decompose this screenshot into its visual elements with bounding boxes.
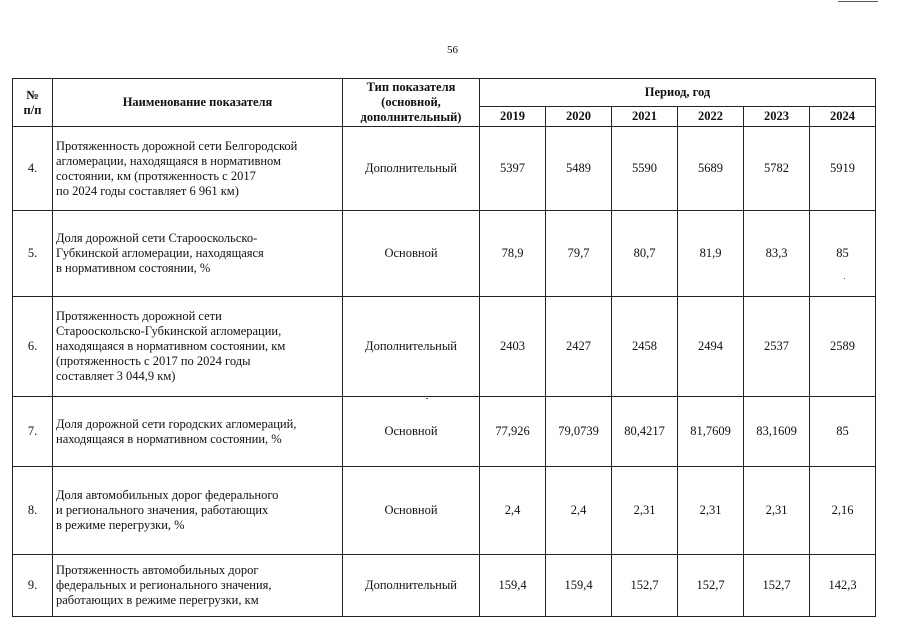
value-cell: 2,4 (480, 467, 546, 555)
indicator-type: Дополнительный (343, 555, 480, 617)
scan-speck (426, 398, 428, 399)
row-number: 8. (13, 467, 53, 555)
value-cell: 5689 (678, 127, 744, 211)
indicator-type: Основной (343, 467, 480, 555)
value-cell: 2494 (678, 297, 744, 397)
indicator-type: Основной (343, 211, 480, 297)
value-cell: 79,0739 (546, 397, 612, 467)
value-cell: 2589 (810, 297, 876, 397)
value-cell: 78,9 (480, 211, 546, 297)
value-cell: 83,1609 (744, 397, 810, 467)
value-cell: 2,31 (678, 467, 744, 555)
table-header (13, 79, 876, 127)
header-num: № п/п (13, 79, 53, 127)
row-number: 4. (13, 127, 53, 211)
indicator-name: Протяженность автомобильных дорог федеральных и регионального значения, работающих в режиме перегрузки, км (53, 555, 343, 617)
value-cell: 2458 (612, 297, 678, 397)
value-cell: 2403 (480, 297, 546, 397)
header-name: Наименование показателя (53, 79, 343, 127)
value-cell: 159,4 (546, 555, 612, 617)
table-row (13, 467, 876, 555)
value-cell: 77,926 (480, 397, 546, 467)
value-cell: 2537 (744, 297, 810, 397)
value-cell: 152,7 (612, 555, 678, 617)
row-number: 9. (13, 555, 53, 617)
table-body (13, 127, 876, 617)
header-period: Период, год (480, 79, 876, 107)
value-cell: 80,4217 (612, 397, 678, 467)
indicator-name: Доля дорожной сети городских агломераций, находящаяся в нормативном состоянии, % (53, 397, 343, 467)
header-year: 2019 (480, 107, 546, 127)
value-cell: 81,9 (678, 211, 744, 297)
value-cell: 85 (810, 397, 876, 467)
value-cell: 81,7609 (678, 397, 744, 467)
page-number: 56 (447, 44, 458, 56)
value-cell: 142,3 (810, 555, 876, 617)
value-cell: 2,31 (744, 467, 810, 555)
table-row (13, 297, 876, 397)
header-year: 2024 (810, 107, 876, 127)
indicator-name: Доля автомобильных дорог федерального и регионального значения, работающих в режиме перегрузки, % (53, 467, 343, 555)
value-cell: 5489 (546, 127, 612, 211)
header-year: 2021 (612, 107, 678, 127)
value-cell: 152,7 (678, 555, 744, 617)
indicator-name: Протяженность дорожной сети Старооскольско-Губкинской агломерации, находящаяся в нормативном состоянии, км (протяженность с 2017 по 2024 годы составляет 3 044,9 км) (53, 297, 343, 397)
row-number: 6. (13, 297, 53, 397)
header-year: 2023 (744, 107, 810, 127)
indicators-table (12, 78, 876, 617)
value-cell: 152,7 (744, 555, 810, 617)
value-cell: 159,4 (480, 555, 546, 617)
table-row (13, 211, 876, 297)
header-type: Тип показателя (основной, дополнительный) (343, 79, 480, 127)
value-cell: 2,4 (546, 467, 612, 555)
value-cell: 2,31 (612, 467, 678, 555)
row-number: 5. (13, 211, 53, 297)
indicator-type: Дополнительный (343, 127, 480, 211)
value-cell: 2427 (546, 297, 612, 397)
indicator-type: Дополнительный (343, 297, 480, 397)
table-row (13, 397, 876, 467)
scan-speck (838, 1, 878, 2)
indicator-name: Доля дорожной сети Старооскольско- Губкинской агломерации, находящаяся в нормативном состоянии, % (53, 211, 343, 297)
value-cell: 83,3 (744, 211, 810, 297)
value-cell: 2,16 (810, 467, 876, 555)
value-cell: 85 (810, 211, 876, 297)
header-year: 2020 (546, 107, 612, 127)
row-number: 7. (13, 397, 53, 467)
value-cell: 5590 (612, 127, 678, 211)
table-row (13, 127, 876, 211)
header-year: 2022 (678, 107, 744, 127)
indicator-name: Протяженность дорожной сети Белгородской агломерации, находящаяся в нормативном состоянии, км (протяженность с 2017 по 2024 годы составляет 6 961 км) (53, 127, 343, 211)
indicator-type: Основной (343, 397, 480, 467)
value-cell: 80,7 (612, 211, 678, 297)
value-cell: 79,7 (546, 211, 612, 297)
value-cell: 5782 (744, 127, 810, 211)
scan-speck (844, 278, 845, 279)
table-row (13, 555, 876, 617)
value-cell: 5397 (480, 127, 546, 211)
value-cell: 5919 (810, 127, 876, 211)
